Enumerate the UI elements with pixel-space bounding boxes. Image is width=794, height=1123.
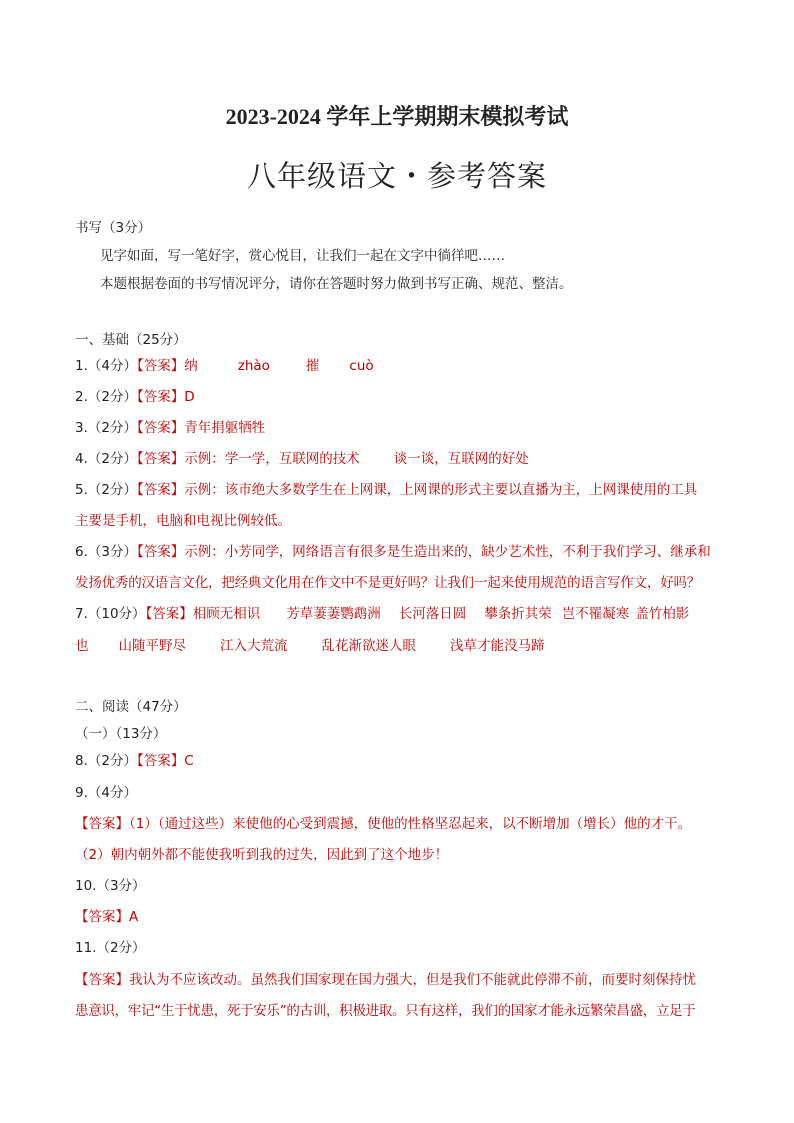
section-1-heading: 一、基础（25分） (75, 332, 187, 348)
question-8 (75, 751, 194, 771)
answer-tag: 【答案】 (136, 420, 185, 436)
answer-part: 摧 (305, 358, 320, 374)
answer-part: 山随平野尽 (118, 638, 186, 654)
answer-text: （1）（通过这些）来使他的心受到震撼，使他的性格坚忍起来，以不断增加（增长）他的才干。 (129, 816, 692, 832)
question-1 (75, 356, 374, 376)
question-number: 6.（3分） (75, 544, 137, 560)
answer-part: 芳草萋萋鹦鹉洲 (286, 606, 381, 622)
question-6-line-2: 发扬优秀的汉语言文化，把经典文化用在作文中不是更好吗？让我们一起来使用规范的语言写作文，好吗？ (75, 575, 701, 591)
answer-key-subtitle: 八年级语文・参考答案 (246, 159, 547, 193)
question-7 (75, 604, 689, 624)
question-number: 4.（2分） (75, 451, 137, 467)
writing-line-2: 本题根据卷面的书写情况评分，请你在答题时努力做到书写正确、规范、整洁。 (100, 276, 573, 292)
answer-part: zhào (237, 358, 270, 374)
answer-tag: 【答案】 (136, 358, 185, 374)
answer-tag: 【答案】 (136, 451, 185, 467)
question-number: 2.（2分） (75, 389, 137, 405)
answer-tag: 【答案】 (75, 909, 129, 925)
exam-title: 2023-2024 学年上学期期末模拟考试 (225, 104, 569, 129)
answer-text: 青年捐躯牺牲 (184, 420, 266, 436)
question-9-answer-2: （2）朝内朝外都不能使我听到我的过失，因此到了这个地步！ (75, 847, 449, 863)
question-7-line-2 (75, 636, 545, 656)
answer-text: 示例：该市绝大多数学生在上网课，上网课的形式主要以直播为主，上网课使用的工具 (184, 482, 698, 498)
question-10-number: 10.（3分） (75, 878, 146, 894)
answer-tag: 【答案】 (136, 389, 185, 405)
question-number: 8.（2分） (75, 753, 137, 769)
question-number: 3.（2分） (75, 420, 137, 436)
question-3 (75, 418, 265, 438)
answer-tag: 【答案】 (75, 816, 129, 832)
question-6 (75, 542, 711, 562)
answer-text: 示例：小芳同学，网络语言有很多是生造出来的，缺少艺术性，不利于我们学习、继承和 (184, 544, 711, 560)
question-5-line-2: 主要是手机，电脑和电视比例较低。 (75, 513, 291, 529)
question-11-answer-line-2: 患意识，牢记“生于忧患，死于安乐”的古训，积极进取。只有这样，我们的国家才能永远繁荣昌盛，立足于 (75, 1003, 696, 1019)
answer-text: 示例：学一学，互联网的技术 (184, 451, 360, 467)
answer-part: cuò (349, 358, 374, 374)
answer-tag: 【答案】 (136, 544, 185, 560)
question-2 (75, 387, 195, 407)
answer-text: A (129, 909, 139, 925)
answer-part: 江入大荒流 (220, 638, 288, 654)
question-number: 1.（4分） (75, 358, 137, 374)
answer-part: 也 (75, 638, 89, 654)
answer-part: 浅草才能没马蹄 (450, 638, 545, 654)
section-2-heading: 二、阅读（47分） (75, 699, 187, 715)
answer-text: 谈一谈，互联网的好处 (393, 451, 529, 467)
answer-text: D (184, 389, 195, 405)
answer-tag: 【答案】 (75, 972, 129, 988)
answer-tag: 【答案】 (136, 482, 185, 498)
answer-part: 岂不罹凝寒 (561, 606, 630, 622)
subsection-1-heading: （一）（13分） (75, 726, 167, 742)
question-9-number: 9.（4分） (75, 785, 137, 801)
question-4 (75, 449, 529, 469)
answer-part: 纳 (184, 358, 198, 374)
question-9-answer-1 (75, 814, 691, 834)
answer-text: 我认为不应该改动。虽然我们国家现在国力强大，但是我们不能就此停滞不前，而要时刻保持忧 (129, 972, 696, 988)
answer-tag: 【答案】 (136, 753, 185, 769)
question-10-answer (75, 907, 138, 927)
writing-heading: 书写（3分） (75, 220, 152, 236)
question-11-answer (75, 970, 696, 990)
writing-line-1: 见字如面，写一笔好字，赏心悦目，让我们一起在文字中徜徉吧…… (100, 248, 505, 264)
answer-part: 乱花渐欲迷人眼 (321, 638, 416, 654)
answer-part: 相顾无相识 (192, 606, 261, 622)
question-5 (75, 480, 697, 500)
answer-part: 盖竹柏影 (635, 606, 690, 622)
answer-tag: 【答案】 (145, 606, 193, 622)
question-number: 5.（2分） (75, 482, 137, 498)
question-number: 7.（10分） (75, 606, 146, 622)
answer-part: 长河落日圆 (398, 606, 467, 622)
answer-part: 攀条折其荣 (484, 606, 552, 622)
answer-text: C (184, 753, 194, 769)
question-11-number: 11.（2分） (75, 940, 146, 956)
